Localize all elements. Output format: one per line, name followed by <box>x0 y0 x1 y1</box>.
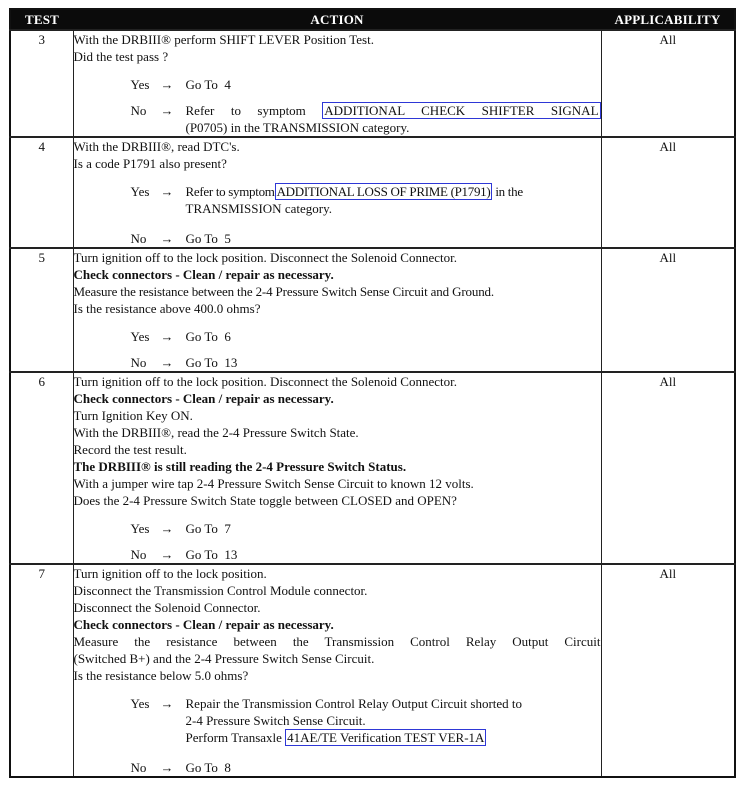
action-text: Is the resistance below 5.0 ohms? <box>73 668 249 683</box>
symptom-link[interactable]: ADDITIONAL LOSS OF PRIME (P1791) <box>276 184 491 199</box>
arrow-icon: → <box>160 184 174 199</box>
action-text: Did the test pass ? <box>73 49 169 64</box>
arrow-icon: → <box>160 521 174 536</box>
outcome-yes <box>131 328 601 345</box>
action-text: Turn Ignition Key ON. <box>73 408 193 423</box>
action-text: Record the test result. <box>73 442 187 457</box>
outcome-yes <box>131 183 601 217</box>
action-text: Is a code P1791 also present? <box>73 156 227 171</box>
action-text: Disconnect the Solenoid Connector. <box>73 600 261 615</box>
arrow-icon: → <box>160 103 174 118</box>
outcome-text: Go To 4 <box>185 77 231 92</box>
answer-label: No <box>130 547 147 562</box>
action-text: With a jumper wire tap 2-4 Pressure Switch Sense Circuit to known 12 volts. <box>73 476 474 491</box>
table-row <box>10 30 735 137</box>
arrow-icon: → <box>160 547 174 562</box>
arrow-icon: → <box>160 77 174 92</box>
table-row <box>10 372 735 564</box>
verification-test-link[interactable]: 41AE/TE Verification TEST VER-1A <box>287 730 485 745</box>
action-text: Is the resistance above 400.0 ohms? <box>73 301 261 316</box>
symptom-link[interactable]: ADDITIONAL CHECK SHIFTER SIGNAL <box>324 103 599 118</box>
action-text: Measure the resistance between the 2-4 Pressure Switch Sense Circuit and Ground. <box>73 284 494 299</box>
outcome-no <box>131 759 601 776</box>
outcome-text: Go To 6 <box>185 329 231 344</box>
applicability-value: All <box>601 137 735 248</box>
table-row <box>10 137 735 248</box>
action-text: Measure the resistance between the Transmission Control Relay Output Circuit <box>73 634 601 649</box>
answer-label: Yes <box>130 77 150 92</box>
action-cell <box>73 30 601 137</box>
table-row <box>10 564 735 777</box>
arrow-icon: → <box>160 696 174 711</box>
outcome-yes <box>131 695 601 746</box>
outcome-text: Go To 5 <box>185 231 231 246</box>
applicability-value: All <box>601 248 735 372</box>
column-header-test: TEST <box>10 9 73 30</box>
applicability-value: All <box>601 372 735 564</box>
outcome-text: Go To 8 <box>185 760 231 775</box>
outcome-text: Go To 13 <box>185 355 238 370</box>
outcome-yes <box>131 520 601 537</box>
action-cell <box>73 564 601 777</box>
action-text: Disconnect the Transmission Control Module connector. <box>73 583 368 598</box>
action-text-bold: The DRBIII® is still reading the 2-4 Pressure Switch Status. <box>73 459 407 474</box>
test-number: 3 <box>10 30 73 137</box>
answer-label: Yes <box>130 696 150 711</box>
action-text: Turn ignition off to the lock position. <box>73 566 267 581</box>
action-cell <box>73 248 601 372</box>
diagnostic-test-table <box>9 8 736 778</box>
action-cell <box>73 137 601 248</box>
outcome-no <box>131 546 601 563</box>
outcome-text: Repair the Transmission Control Relay Output Circuit shorted to <box>185 696 523 711</box>
test-number: 5 <box>10 248 73 372</box>
answer-label: Yes <box>130 329 150 344</box>
outcome-text: 2-4 Pressure Switch Sense Circuit. <box>185 713 366 728</box>
answer-label: No <box>130 355 147 370</box>
outcome-text: Refer to symptom <box>185 103 306 118</box>
answer-label: No <box>130 231 147 246</box>
outcome-text: Go To 13 <box>185 547 238 562</box>
table-row <box>10 248 735 372</box>
action-text: With the DRBIII®, read the 2-4 Pressure Switch State. <box>73 425 359 440</box>
action-text-bold: Check connectors - Clean / repair as necessary. <box>73 391 334 406</box>
answer-label: No <box>130 103 147 118</box>
outcome-text: Go To 7 <box>185 521 231 536</box>
table-header-row <box>10 9 735 30</box>
column-header-action: ACTION <box>73 9 601 30</box>
action-text: With the DRBIII® perform SHIFT LEVER Position Test. <box>73 32 374 47</box>
arrow-icon: → <box>160 760 174 775</box>
outcome-no <box>131 102 601 136</box>
action-text: Does the 2-4 Pressure Switch State toggle between CLOSED and OPEN? <box>73 493 457 508</box>
column-header-applicability: APPLICABILITY <box>601 9 735 30</box>
action-text-bold: Check connectors - Clean / repair as necessary. <box>73 617 334 632</box>
action-text: (Switched B+) and the 2-4 Pressure Switch Sense Circuit. <box>73 651 375 666</box>
answer-label: Yes <box>130 184 150 199</box>
outcome-yes <box>131 76 601 93</box>
action-text: Turn ignition off to the lock position. Disconnect the Solenoid Connector. <box>73 250 457 265</box>
outcome-text: TRANSMISSION category. <box>185 201 332 216</box>
outcome-no <box>131 354 601 371</box>
outcome-text: Refer to symptom <box>185 184 275 199</box>
action-text-bold: Check connectors - Clean / repair as necessary. <box>73 267 334 282</box>
answer-label: No <box>130 760 147 775</box>
applicability-value: All <box>601 30 735 137</box>
outcome-no <box>131 230 601 247</box>
test-number: 4 <box>10 137 73 248</box>
test-number: 6 <box>10 372 73 564</box>
test-number: 7 <box>10 564 73 777</box>
applicability-value: All <box>601 564 735 777</box>
action-text: With the DRBIII®, read DTC's. <box>73 139 240 154</box>
outcome-text: in the <box>495 184 523 199</box>
action-cell <box>73 372 601 564</box>
outcome-text: (P0705) in the TRANSMISSION category. <box>185 120 410 135</box>
action-text: Turn ignition off to the lock position. Disconnect the Solenoid Connector. <box>73 374 457 389</box>
arrow-icon: → <box>160 329 174 344</box>
arrow-icon: → <box>160 355 174 370</box>
outcome-text: Perform Transaxle <box>185 730 282 745</box>
arrow-icon: → <box>160 231 174 246</box>
answer-label: Yes <box>130 521 150 536</box>
